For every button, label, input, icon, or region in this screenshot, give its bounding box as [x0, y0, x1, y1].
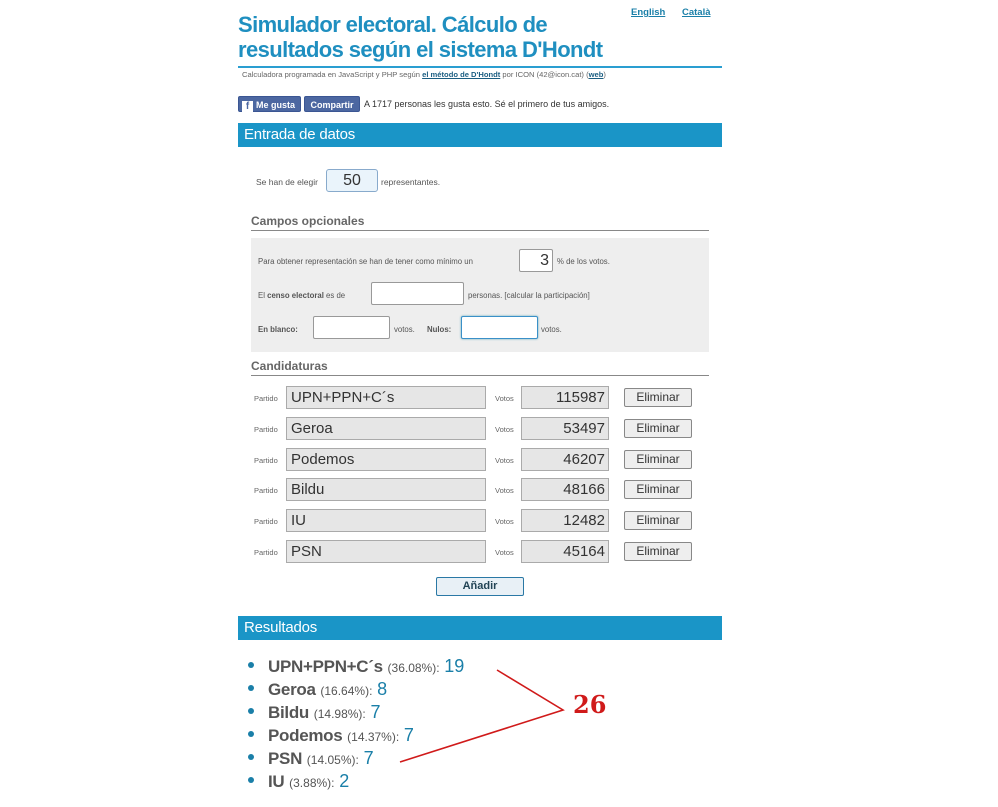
lang-catala-link[interactable]: Català [682, 7, 711, 18]
annotation-bracket [400, 670, 563, 762]
votes-label: Votos [495, 486, 514, 496]
delete-party-button[interactable]: Eliminar [624, 388, 692, 407]
credits-author: por ICON (42@icon.cat) ( [500, 70, 589, 79]
result-seats: 19 [444, 656, 465, 676]
result-seats: 7 [370, 701, 381, 722]
party-votes-input[interactable]: 46207 [521, 448, 609, 471]
null-votes-label: Nulos: [427, 325, 452, 334]
party-name-input[interactable]: Podemos [286, 448, 486, 471]
web-link[interactable]: web [588, 70, 604, 79]
party-name-input[interactable]: PSN [286, 540, 486, 563]
result-party-name: IU [268, 771, 285, 791]
dhondt-method-link[interactable]: el método de D'Hondt [422, 70, 501, 79]
party-votes-input[interactable]: 53497 [521, 417, 609, 440]
result-percentage: (36.08%): [387, 661, 440, 675]
result-party-name: Geroa [268, 679, 316, 699]
census-suffix: personas. [calcular la participación] [468, 291, 590, 300]
result-seats: 7 [363, 747, 374, 768]
title-line-1: Simulador electoral. Cálculo de [238, 12, 548, 37]
census-bold: censo electoral [267, 291, 324, 300]
result-percentage: (16.64%): [320, 683, 373, 698]
result-percentage: (3.88%): [289, 775, 335, 790]
facebook-share-label: Compartir [310, 100, 354, 110]
representantes-label: representantes. [381, 177, 441, 187]
result-party-name: Podemos [268, 725, 343, 745]
credits-text: Calculadora programada en JavaScript y PHP según [242, 70, 423, 79]
party-name-input[interactable]: IU [286, 509, 486, 532]
result-party-name: UPN+PPN+C´s [268, 657, 383, 676]
optional-fields-title: Campos opcionales [251, 214, 365, 228]
party-votes-input[interactable]: 12482 [521, 509, 609, 532]
party-label: Partido [254, 394, 278, 403]
title-line-2: resultados según el sistema D'Hondt [238, 37, 603, 62]
blank-votes-label: En blanco: [258, 325, 298, 334]
delete-party-button[interactable]: Eliminar [624, 511, 692, 530]
census-mid: es de [323, 291, 346, 300]
elegir-label: Se han de elegir [256, 177, 318, 187]
facebook-like-count: A 1717 personas les gusta esto. Sé el primero de tus amigos. [364, 99, 610, 109]
threshold-input[interactable]: 3 [519, 249, 553, 272]
votes-label: Votos [495, 548, 514, 557]
section-header-input: Entrada de datos [238, 123, 722, 147]
blank-votes-suffix: votos. [394, 325, 415, 334]
delete-party-button[interactable]: Eliminar [624, 480, 692, 499]
votes-label: Votos [495, 517, 514, 527]
votes-label: Votos [495, 424, 514, 434]
threshold-label: Para obtener representación se han de tener como mínimo un [258, 257, 473, 266]
add-party-button[interactable]: Añadir [436, 577, 524, 596]
party-name-input[interactable]: Bildu [286, 478, 486, 501]
seat-sum-annotation: 26 [573, 690, 607, 719]
result-seats: 7 [403, 724, 414, 745]
threshold-suffix: % de los votos. [557, 257, 610, 266]
delete-party-button[interactable]: Eliminar [624, 450, 692, 469]
result-party-name: PSN [268, 748, 303, 768]
party-votes-input[interactable]: 45164 [521, 540, 609, 563]
party-name-input[interactable]: Geroa [286, 417, 486, 440]
party-votes-input[interactable]: 115987 [521, 386, 609, 409]
result-party-name: Bildu [268, 702, 309, 722]
party-name-input[interactable]: UPN+PPN+C´s [286, 386, 486, 409]
result-percentage: (14.37%): [347, 729, 400, 744]
null-votes-suffix: votos. [541, 325, 562, 334]
census-pre: El [258, 291, 268, 300]
lang-english-link[interactable]: English [631, 7, 666, 18]
party-votes-input[interactable]: 48166 [521, 478, 609, 501]
result-seats: 2 [339, 770, 350, 791]
candidates-title: Candidaturas [251, 359, 328, 373]
party-label: Partido [254, 455, 278, 465]
representatives-input[interactable]: 50 [326, 169, 378, 192]
party-label: Partido [254, 548, 278, 557]
party-label: Partido [254, 517, 278, 527]
party-label: Partido [254, 424, 278, 434]
votes-label: Votos [495, 455, 514, 465]
votes-label: Votos [495, 394, 514, 403]
facebook-icon: f [242, 101, 253, 112]
delete-party-button[interactable]: Eliminar [624, 419, 692, 438]
credits-close: ) [603, 70, 606, 79]
party-label: Partido [254, 486, 278, 496]
delete-party-button[interactable]: Eliminar [624, 542, 692, 561]
facebook-like-label: Me gusta [256, 100, 296, 110]
section-header-results: Resultados [238, 616, 722, 640]
result-percentage: (14.05%): [306, 752, 359, 767]
result-seats: 8 [377, 678, 388, 699]
result-percentage: (14.98%): [313, 706, 366, 721]
